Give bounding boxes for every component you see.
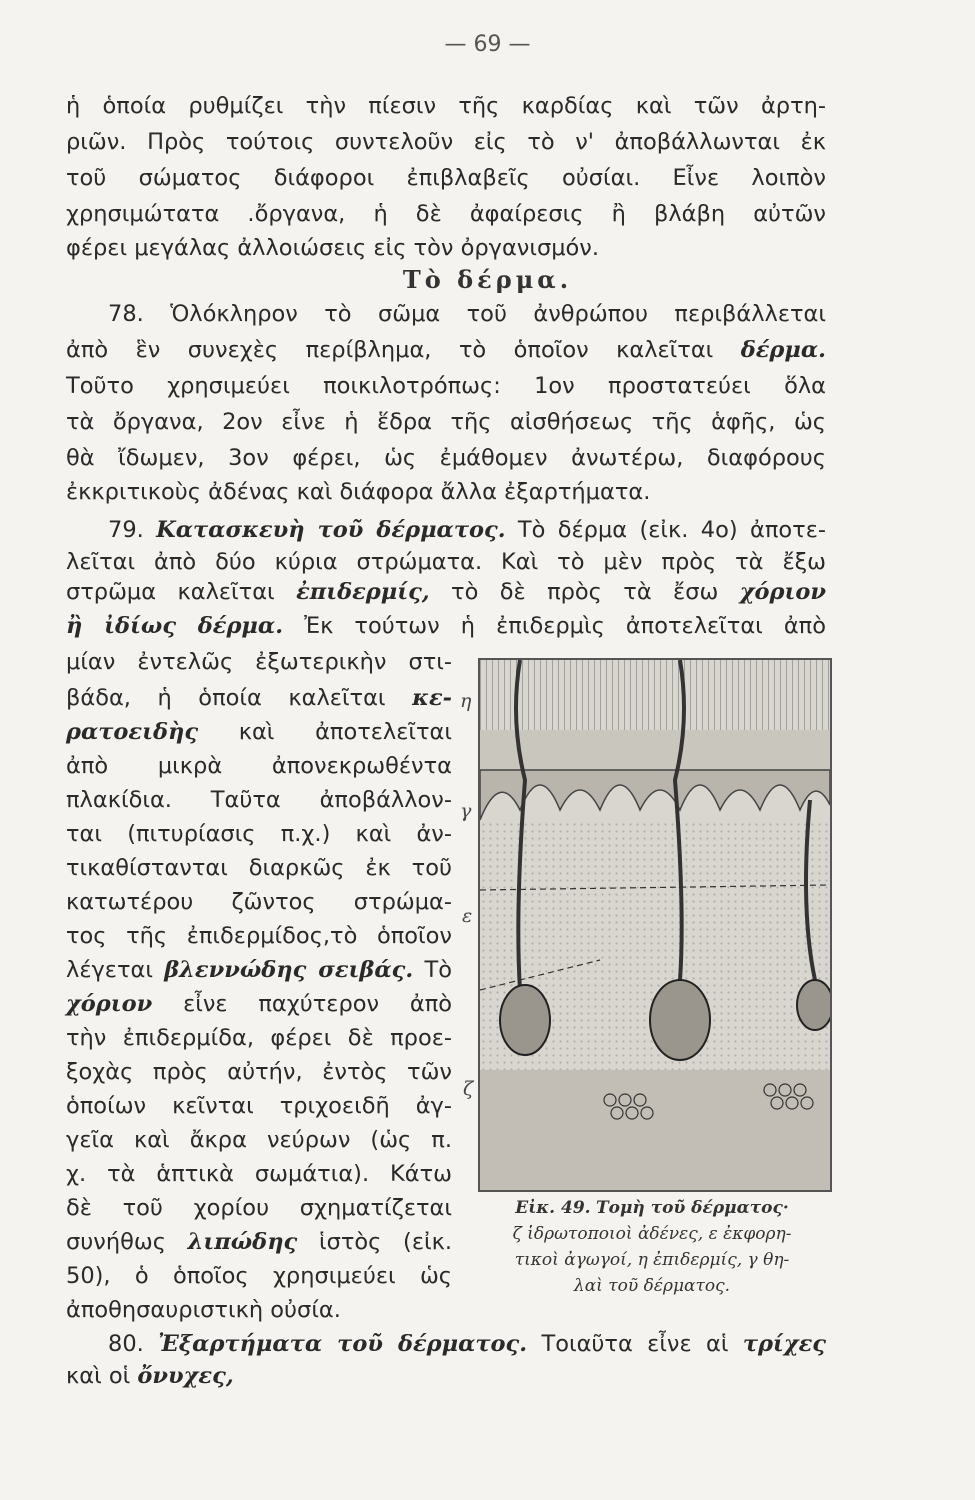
text-line: μίαν ἐντελῶς ἐξωτερικὴν στι- <box>66 649 452 675</box>
label-eta: η <box>460 690 472 712</box>
text-line: τικαθίστανται διαρκῶς ἐκ τοῦ <box>66 855 452 881</box>
text-line: ἐκκριτικοὺς ἀδένας καὶ διάφορα ἄλλα ἐξαρτήματα. <box>66 479 651 505</box>
paragraph-78: 78. Ὁλόκληρον τὸ σῶμα τοῦ ἀνθρώπου περιβάλλεται <box>108 301 826 327</box>
text-line: φέρει μεγάλας ἀλλοιώσεις εἰς τὸν ὀργανισμόν. <box>66 235 600 261</box>
text-line: ἡ ὁποία ρυθμίζει τὴν πίεσιν τῆς καρδίας καὶ τῶν ἀρτη- <box>66 93 826 119</box>
caption-line: ζ ἱδρωτοποιοὶ ἀδένες, ε ἐκφορη- <box>512 1224 792 1244</box>
text-line: βάδα, ἡ ὁποία καλεῖται κε- <box>66 685 453 711</box>
text-line: ριῶν. Πρὸς τούτοις συντελοῦν εἰς τὸ ν' ἀποβάλλωνται ἐκ <box>66 129 826 155</box>
paragraph-79: 79. Κατασκευὴ τοῦ δέρματος. Τὸ δέρμα (εἰκ. 4ο) ἀποτε- <box>108 517 826 543</box>
term-epidermis: ἐπιδερμίς, <box>296 579 430 605</box>
term-kataskevi: Κατασκευὴ τοῦ δέρματος. <box>156 517 506 543</box>
term-derma: δέρμα. <box>740 337 826 363</box>
skin-section-illustration <box>478 658 832 1192</box>
figure-caption: Εἰκ. 49. Τομὴ τοῦ δέρματος· <box>515 1198 789 1218</box>
text-line: χρησιμώτατα .ὄργανα, ἡ δὲ ἀφαίρεσις ἢ βλάβη αὐτῶν <box>66 201 826 227</box>
text-line: καὶ οἱ ὄνυχες, <box>66 1363 234 1389</box>
text-line: τὴν ἐπιδερμίδα, φέρει δὲ προε- <box>66 1025 452 1051</box>
text-line: συνήθως λιπώδης ἱστὸς (εἰκ. <box>66 1229 453 1255</box>
text-line: χόριον εἶνε παχύτερον ἀπὸ <box>66 991 453 1017</box>
text-line: κατωτέρου ζῶντος στρώμα- <box>66 889 452 915</box>
label-epsilon: ε <box>462 905 473 927</box>
section-heading: Τὸ δέρμα. <box>402 265 573 294</box>
text-line: ται (πιτυρίασις π.χ.) καὶ ἀν- <box>66 821 452 847</box>
term-chorion: χόριον <box>739 579 827 605</box>
text-line: πλακίδια. Ταῦτα ἀποβάλλον- <box>66 787 452 813</box>
text-line: ἢ ἰδίως δέρμα. Ἐκ τούτων ἡ ἐπιδερμὶς ἀποτελεῖται ἀπὸ <box>66 613 826 639</box>
text-line: θὰ ἴδωμεν, 3ον φέρει, ὡς ἐμάθομεν ἀνωτέρω, διαφόρους <box>66 445 826 471</box>
text-line: τὰ ὄργανα, 2ον εἶνε ἡ ἕδρα τῆς αἰσθήσεως τῆς ἁφῆς, ὡς <box>66 409 826 435</box>
term-lipodis: λιπώδης <box>187 1229 298 1255</box>
text-line: γεῖα καὶ ἄκρα νεύρων (ὡς π. <box>66 1127 452 1153</box>
text-line: στρῶμα καλεῖται ἐπιδερμίς, τὸ δὲ πρὸς τὰ ἔσω χόριον <box>66 579 827 605</box>
skin-section-drawing <box>480 660 830 1190</box>
text-line: ξοχὰς πρὸς αὐτήν, ἐντὸς τῶν <box>66 1059 452 1085</box>
term-exartimata: Ἐξαρτήματα τοῦ δέρματος. <box>158 1331 528 1357</box>
paragraph-80: 80. Ἐξαρτήματα τοῦ δέρματος. Τοιαῦτα εἶνε αἱ τρίχες <box>108 1331 826 1357</box>
label-gamma: γ <box>460 800 472 822</box>
text-line: δὲ τοῦ χορίου σχηματίζεται <box>66 1195 452 1221</box>
caption-line: λαὶ τοῦ δέρματος. <box>573 1276 731 1296</box>
term-triches: τρίχες <box>742 1331 826 1357</box>
text-line: τος τῆς ἐπιδερμίδος,τὸ ὁποῖον <box>66 923 452 949</box>
text-line: λεῖται ἀπὸ δύο κύρια στρώματα. Καὶ τὸ μὲν πρὸς τὰ ἔξω <box>66 549 826 575</box>
page-number: — 69 — <box>444 32 531 57</box>
text-line: ἀπὸ ἓν συνεχὲς περίβλημα, τὸ ὁποῖον καλεῖται δέρμα. <box>66 337 826 363</box>
term-onyches: ὄνυχες, <box>137 1363 234 1389</box>
term-keratoeidis: ρατοειδὴς <box>66 719 199 745</box>
text-line: ἀπὸ μικρὰ ἀπονεκρωθέντα <box>66 753 452 779</box>
term-vlennodis: βλεννώδης σειβάς. <box>164 957 414 983</box>
text-line: Τοῦτο χρησιμεύει ποικιλοτρόπως: 1ον προστατεύει ὅλα <box>66 373 826 399</box>
text-line: ὁποίων κεῖνται τριχοειδῆ ἀγ- <box>66 1093 452 1119</box>
caption-line: τικοὶ ἀγωγοί, η ἐπιδερμίς, γ θη- <box>514 1250 790 1270</box>
label-zeta: ζ <box>463 1078 474 1100</box>
text-line: λέγεται βλεννώδης σειβάς. Τὸ <box>66 957 452 983</box>
text-line: ρατοειδὴς καὶ ἀποτελεῖται <box>66 719 453 745</box>
text-line: ἀποθησαυριστικὴ οὐσία. <box>66 1297 341 1323</box>
text-line: χ. τὰ ἁπτικὰ σωμάτια). Κάτω <box>66 1161 452 1187</box>
text-line: 50), ὁ ὁποῖος χρησιμεύει ὡς <box>66 1263 452 1289</box>
text-line: τοῦ σώματος διάφοροι ἐπιβλαβεῖς οὐσίαι. Εἶνε λοιπὸν <box>66 165 826 191</box>
term-idios-derma: ἢ ἰδίως δέρμα. <box>66 613 284 639</box>
